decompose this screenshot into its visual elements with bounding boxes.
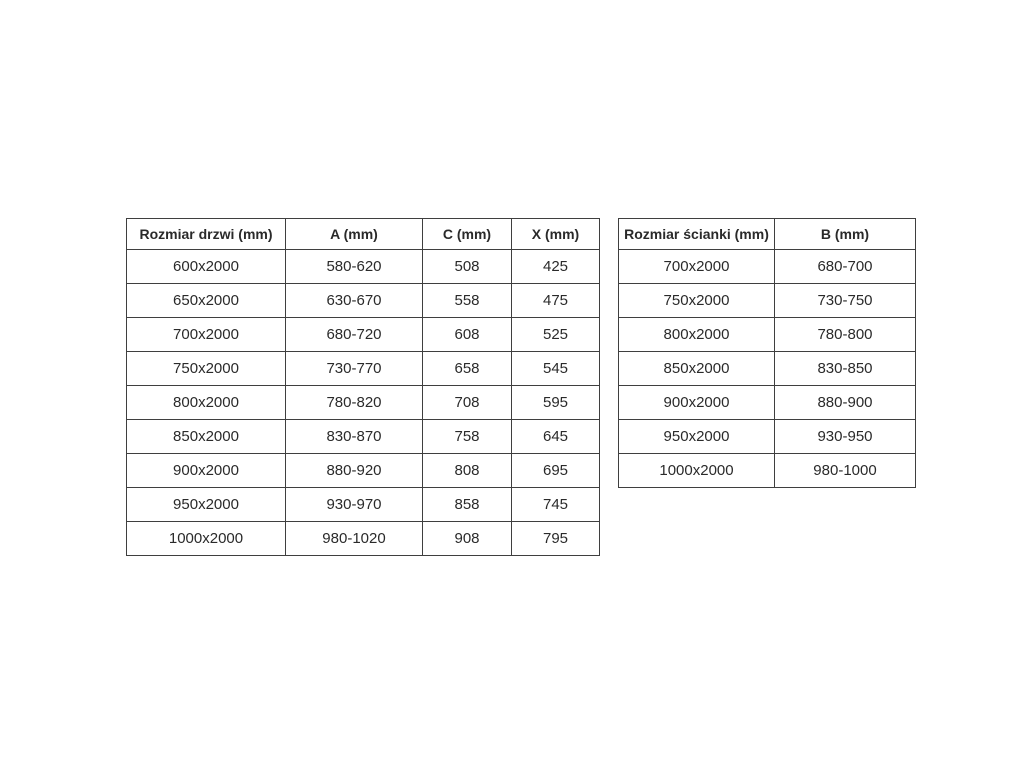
table-cell: 680-700 xyxy=(775,250,916,284)
table-cell: 730-750 xyxy=(775,284,916,318)
table-cell: 850x2000 xyxy=(127,420,286,454)
table-cell: 700x2000 xyxy=(619,250,775,284)
column-header: C (mm) xyxy=(423,219,512,250)
table-cell: 658 xyxy=(423,352,512,386)
wall-table-body xyxy=(619,250,916,488)
table-cell: 650x2000 xyxy=(127,284,286,318)
table-cell: 880-900 xyxy=(775,386,916,420)
table-row xyxy=(127,318,600,352)
column-header: X (mm) xyxy=(512,219,600,250)
table-cell: 800x2000 xyxy=(619,318,775,352)
table-cell: 475 xyxy=(512,284,600,318)
table-cell: 745 xyxy=(512,488,600,522)
header-row xyxy=(619,219,916,250)
table-cell: 595 xyxy=(512,386,600,420)
table-cell: 950x2000 xyxy=(127,488,286,522)
table-cell: 830-850 xyxy=(775,352,916,386)
table-row xyxy=(127,352,600,386)
table-cell: 750x2000 xyxy=(619,284,775,318)
table-row xyxy=(619,420,916,454)
table-cell: 780-800 xyxy=(775,318,916,352)
table-cell: 858 xyxy=(423,488,512,522)
column-header: Rozmiar ścianki (mm) xyxy=(619,219,775,250)
table-cell: 1000x2000 xyxy=(619,454,775,488)
table-cell: 900x2000 xyxy=(619,386,775,420)
table-cell: 800x2000 xyxy=(127,386,286,420)
table-cell: 900x2000 xyxy=(127,454,286,488)
table-cell: 808 xyxy=(423,454,512,488)
table-cell: 880-920 xyxy=(286,454,423,488)
table-row xyxy=(619,318,916,352)
door-table-header xyxy=(127,219,600,250)
table-cell: 695 xyxy=(512,454,600,488)
table-row xyxy=(127,284,600,318)
table-cell: 930-950 xyxy=(775,420,916,454)
table-cell: 708 xyxy=(423,386,512,420)
wall-dimensions-table xyxy=(618,218,916,488)
table-cell: 758 xyxy=(423,420,512,454)
table-row xyxy=(127,386,600,420)
table-cell: 950x2000 xyxy=(619,420,775,454)
table-cell: 525 xyxy=(512,318,600,352)
table-row xyxy=(127,488,600,522)
table-row xyxy=(619,284,916,318)
table-row xyxy=(127,454,600,488)
table-row xyxy=(127,250,600,284)
table-cell: 700x2000 xyxy=(127,318,286,352)
table-cell: 645 xyxy=(512,420,600,454)
table-row xyxy=(127,522,600,556)
table-cell: 930-970 xyxy=(286,488,423,522)
table-cell: 580-620 xyxy=(286,250,423,284)
column-header: A (mm) xyxy=(286,219,423,250)
door-dimensions-table xyxy=(126,218,600,556)
table-cell: 600x2000 xyxy=(127,250,286,284)
table-cell: 608 xyxy=(423,318,512,352)
table-cell: 1000x2000 xyxy=(127,522,286,556)
door-table-body xyxy=(127,250,600,556)
table-cell: 780-820 xyxy=(286,386,423,420)
table-row xyxy=(619,250,916,284)
table-cell: 980-1020 xyxy=(286,522,423,556)
table-cell: 630-670 xyxy=(286,284,423,318)
table-cell: 850x2000 xyxy=(619,352,775,386)
column-header: B (mm) xyxy=(775,219,916,250)
table-cell: 830-870 xyxy=(286,420,423,454)
table-cell: 558 xyxy=(423,284,512,318)
table-row xyxy=(619,386,916,420)
table-cell: 425 xyxy=(512,250,600,284)
table-cell: 750x2000 xyxy=(127,352,286,386)
table-cell: 680-720 xyxy=(286,318,423,352)
header-row xyxy=(127,219,600,250)
column-header: Rozmiar drzwi (mm) xyxy=(127,219,286,250)
table-row xyxy=(127,420,600,454)
table-cell: 508 xyxy=(423,250,512,284)
wall-table-header xyxy=(619,219,916,250)
table-row xyxy=(619,454,916,488)
table-cell: 795 xyxy=(512,522,600,556)
table-row xyxy=(619,352,916,386)
table-cell: 980-1000 xyxy=(775,454,916,488)
table-cell: 730-770 xyxy=(286,352,423,386)
table-cell: 545 xyxy=(512,352,600,386)
table-cell: 908 xyxy=(423,522,512,556)
